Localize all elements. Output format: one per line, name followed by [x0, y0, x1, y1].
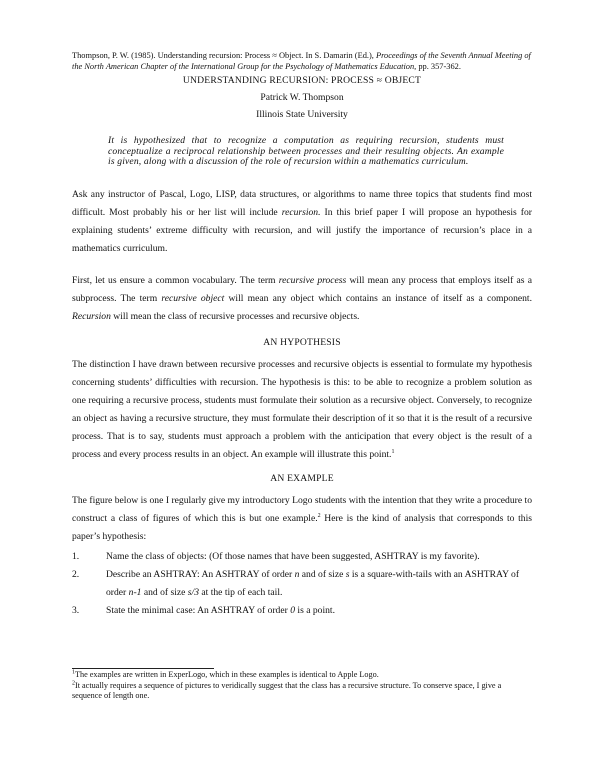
intro-p1-emphasis: recursion.	[281, 206, 321, 218]
intro-p1-text-cont: In this brief paper I will propose an hypothesis for explaining students’ extreme difficulty with recursion, and will justify the importance of recursion’s place in a mathematics curriculum.	[72, 206, 532, 254]
citation	[72, 50, 532, 72]
footnote-1	[72, 670, 532, 681]
intro-p2-text: First, let us ensure a common vocabulary. The term	[72, 274, 279, 286]
var-s: s	[345, 568, 350, 580]
paper-page	[72, 50, 532, 620]
abstract: It is hypothesized that to recognize a computation as requiring recursion, students must conceptualize a reciprocal relationship between processes and their resulting objects. An example is given, along with a discussion of the role of recursion within a mathematics curriculum.	[108, 135, 504, 167]
intro-p2-text-c: will mean any object which contains an instance of itself as a component.	[224, 292, 533, 304]
step2-text-e: at the tip of each tail.	[199, 586, 283, 598]
step2-text-d: and of size	[141, 586, 188, 598]
citation-pages: , pp. 357-362.	[414, 62, 461, 71]
footnote-divider	[72, 668, 214, 669]
var-n-minus-1: n-1	[128, 586, 142, 598]
example-paragraph	[72, 492, 532, 546]
var-n: n	[294, 568, 300, 580]
term-recursive-process: recursive process	[278, 274, 347, 286]
example-text-cont: Here is the kind of analysis that corresponds to this paper’s hypothesis:	[72, 512, 532, 542]
step2-text-a: Describe an ASHTRAY: An ASHTRAY of order	[106, 568, 295, 580]
author-name: Patrick W. Thompson	[260, 92, 344, 103]
intro-paragraph-2	[72, 272, 532, 326]
section-heading-hypothesis: AN HYPOTHESIS	[263, 336, 341, 348]
term-recursion: Recursion	[72, 310, 111, 322]
footnote-mark: 1	[72, 669, 75, 676]
list-text: Name the class of objects: (Of those names that have been suggested, ASHTRAY is my favorite).	[106, 550, 480, 562]
footnote-mark: 2	[72, 679, 75, 686]
footnote-ref-1: 1	[391, 448, 395, 455]
list-number: 3.	[72, 604, 80, 616]
list-item	[72, 548, 532, 566]
citation-proceedings: Proceedings of the Seventh Annual Meeting of the North American Chapter of the International Group for the Psychology of Mathematics Education	[72, 51, 531, 71]
footnotes	[72, 670, 532, 702]
step3-text-a: State the minimal case: An ASHTRAY of order	[106, 604, 291, 616]
author-affiliation: Illinois State University	[256, 109, 348, 120]
list-text	[106, 602, 532, 620]
intro-p2-text-b: will mean any process that employs itself as a subprocess. The term	[72, 274, 532, 304]
intro-p1-text: Ask any instructor of Pascal, Logo, LISP, data structures, or algorithms to name three topics that students find most difficult. Most probably his or her list will include	[72, 188, 532, 218]
intro-paragraph-1	[72, 186, 532, 258]
list-text	[106, 566, 532, 602]
intro-p2-text-d: will mean the class of recursive processes and recursive objects.	[110, 310, 360, 322]
analysis-steps-list	[72, 548, 532, 620]
list-item	[72, 566, 532, 602]
section-heading-example: AN EXAMPLE	[270, 472, 334, 484]
footnote-2	[72, 681, 532, 702]
step2-text-b: and of size	[299, 568, 346, 580]
citation-text: Thompson, P. W. (1985). Understanding recursion: Process ≈ Object. In S. Damarin (Ed.),	[72, 51, 376, 60]
footnote-ref-2: 2	[317, 512, 321, 519]
footnote-text: The examples are written in ExperLogo, which in these examples is identical to Apple Logo.	[75, 670, 379, 679]
var-s-over-3: s/3	[187, 586, 199, 598]
step3-text-b: is a point.	[295, 604, 335, 616]
var-zero: 0	[290, 604, 296, 616]
list-number: 2.	[72, 568, 80, 580]
example-text: The figure below is one I regularly give my introductory Logo students with the intention that they write a procedure to construct a class of figures of which this is but one example.	[72, 494, 532, 524]
hypothesis-paragraph	[72, 356, 532, 464]
list-item	[72, 602, 532, 620]
footnote-text: It actually requires a sequence of pictures to veridically suggest that the class has a recursive structure. To conserve space, I give a sequence of length one.	[72, 680, 502, 700]
term-recursive-object: recursive object	[161, 292, 225, 304]
paper-title: UNDERSTANDING RECURSION: PROCESS ≈ OBJECT	[182, 75, 422, 86]
step2-text-c: is a square-with-tails with an ASHTRAY of order	[106, 568, 520, 598]
hypothesis-text: The distinction I have drawn between recursive processes and recursive objects is essential to formulate my hypothesis concerning students’ difficulties with recursion. The hypothesis is this: to be able to recognize a problem solution as one requiring a recursive process, students must formulate their solution as a recursive object. Conversely, to recognize an object as having a recursive structure, they must formulate their description of it so that it is the result of a recursive process. That is to say, students must approach a problem with the anticipation that every object is the result of a process and every process results in an object. An example will illustrate this point.	[72, 358, 532, 460]
list-number: 1.	[72, 550, 80, 562]
